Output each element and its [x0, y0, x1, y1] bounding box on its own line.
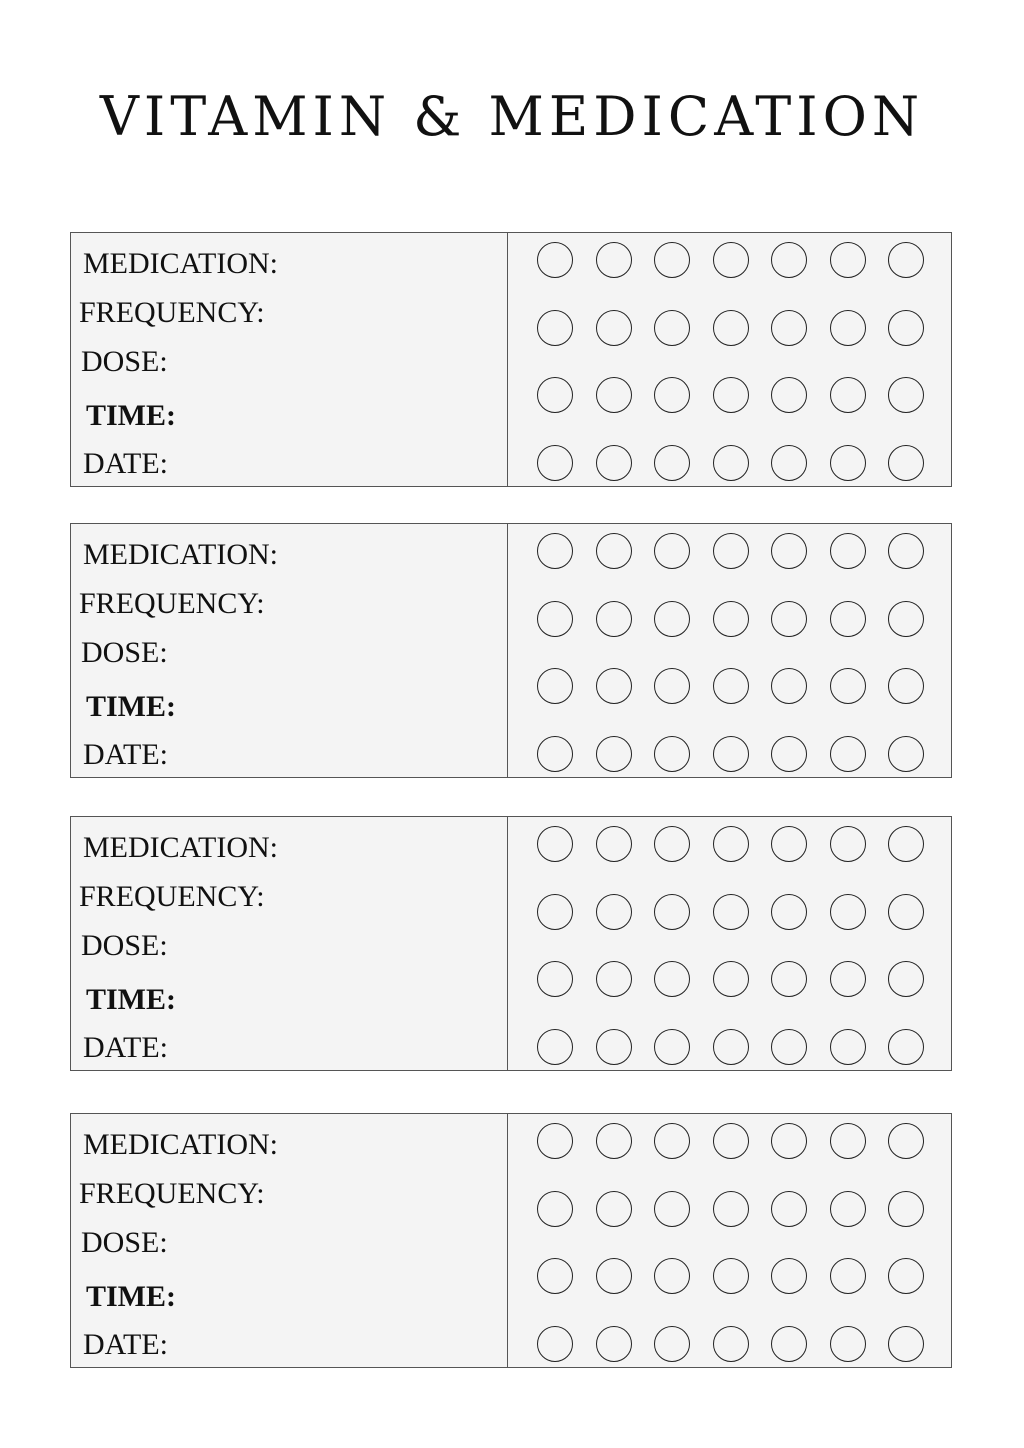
dose-checkbox-grid: [508, 524, 953, 777]
dose-checkbox[interactable]: [596, 377, 632, 413]
dose-checkbox[interactable]: [888, 894, 924, 930]
time-label: TIME:: [86, 399, 176, 432]
dose-checkbox[interactable]: [713, 242, 749, 278]
dose-checkbox[interactable]: [713, 736, 749, 772]
dose-checkbox[interactable]: [713, 894, 749, 930]
dose-checkbox[interactable]: [771, 826, 807, 862]
medication-details: [71, 1114, 508, 1367]
dose-checkbox[interactable]: [654, 533, 690, 569]
dose-checkbox[interactable]: [713, 310, 749, 346]
dose-checkbox[interactable]: [654, 242, 690, 278]
dose-checkbox[interactable]: [654, 1029, 690, 1065]
dose-checkbox[interactable]: [596, 1191, 632, 1227]
dose-checkbox[interactable]: [771, 1258, 807, 1294]
dose-checkbox[interactable]: [537, 445, 573, 481]
dose-checkbox[interactable]: [596, 1029, 632, 1065]
medication-details: [71, 233, 508, 486]
dose-checkbox[interactable]: [654, 668, 690, 704]
dose-checkbox[interactable]: [596, 736, 632, 772]
dose-checkbox[interactable]: [888, 310, 924, 346]
dose-checkbox[interactable]: [713, 1258, 749, 1294]
medication-details: [71, 524, 508, 777]
time-label: TIME:: [86, 983, 176, 1016]
dose-checkbox[interactable]: [537, 242, 573, 278]
dose-checkbox[interactable]: [830, 601, 866, 637]
medication-label: MEDICATION:: [83, 831, 278, 864]
dose-checkbox[interactable]: [654, 601, 690, 637]
dose-checkbox-grid: [508, 817, 953, 1070]
dose-checkbox[interactable]: [713, 445, 749, 481]
dose-checkbox[interactable]: [596, 310, 632, 346]
dose-checkbox[interactable]: [654, 377, 690, 413]
dose-checkbox[interactable]: [537, 1123, 573, 1159]
dose-checkbox[interactable]: [537, 377, 573, 413]
dose-checkbox[interactable]: [888, 736, 924, 772]
dose-checkbox[interactable]: [888, 377, 924, 413]
time-label: TIME:: [86, 690, 176, 723]
dose-checkbox[interactable]: [771, 961, 807, 997]
dose-checkbox[interactable]: [713, 826, 749, 862]
dose-label: DOSE:: [81, 929, 168, 962]
dose-checkbox[interactable]: [771, 668, 807, 704]
time-label: TIME:: [86, 1280, 176, 1313]
dose-checkbox[interactable]: [537, 601, 573, 637]
dose-checkbox[interactable]: [713, 601, 749, 637]
dose-checkbox[interactable]: [713, 668, 749, 704]
dose-checkbox[interactable]: [771, 242, 807, 278]
dose-checkbox[interactable]: [771, 1191, 807, 1227]
dose-checkbox[interactable]: [888, 961, 924, 997]
medication-label: MEDICATION:: [83, 538, 278, 571]
dose-checkbox-grid: [508, 233, 953, 486]
dose-checkbox[interactable]: [888, 1029, 924, 1065]
dose-checkbox[interactable]: [771, 894, 807, 930]
dose-checkbox[interactable]: [537, 668, 573, 704]
dose-label: DOSE:: [81, 636, 168, 669]
dose-checkbox[interactable]: [830, 826, 866, 862]
dose-checkbox[interactable]: [771, 377, 807, 413]
dose-label: DOSE:: [81, 1226, 168, 1259]
dose-checkbox[interactable]: [654, 445, 690, 481]
dose-checkbox[interactable]: [713, 1029, 749, 1065]
dose-label: DOSE:: [81, 345, 168, 378]
dose-checkbox[interactable]: [654, 1123, 690, 1159]
date-label: DATE:: [83, 1328, 168, 1361]
dose-checkbox[interactable]: [830, 961, 866, 997]
dose-checkbox[interactable]: [771, 310, 807, 346]
frequency-label: FREQUENCY:: [79, 587, 265, 620]
dose-checkbox[interactable]: [537, 1029, 573, 1065]
dose-checkbox[interactable]: [771, 1326, 807, 1362]
dose-checkbox[interactable]: [830, 1326, 866, 1362]
dose-checkbox[interactable]: [830, 445, 866, 481]
dose-checkbox[interactable]: [888, 1123, 924, 1159]
dose-checkbox[interactable]: [596, 601, 632, 637]
page-title: VITAMIN & MEDICATION: [99, 85, 925, 148]
dose-checkbox[interactable]: [596, 445, 632, 481]
dose-checkbox[interactable]: [888, 445, 924, 481]
dose-checkbox[interactable]: [537, 533, 573, 569]
dose-checkbox[interactable]: [654, 894, 690, 930]
dose-checkbox[interactable]: [654, 826, 690, 862]
dose-checkbox[interactable]: [596, 1123, 632, 1159]
dose-checkbox[interactable]: [537, 310, 573, 346]
dose-checkbox[interactable]: [771, 736, 807, 772]
dose-checkbox[interactable]: [830, 668, 866, 704]
dose-checkbox[interactable]: [888, 1326, 924, 1362]
dose-checkbox[interactable]: [830, 242, 866, 278]
dose-checkbox[interactable]: [888, 1191, 924, 1227]
medication-card-3: [70, 816, 952, 1071]
dose-checkbox[interactable]: [888, 826, 924, 862]
dose-checkbox[interactable]: [537, 1258, 573, 1294]
dose-checkbox[interactable]: [830, 1191, 866, 1227]
dose-checkbox[interactable]: [537, 961, 573, 997]
dose-checkbox[interactable]: [713, 1123, 749, 1159]
dose-checkbox[interactable]: [771, 601, 807, 637]
dose-checkbox[interactable]: [771, 1029, 807, 1065]
dose-checkbox[interactable]: [830, 310, 866, 346]
dose-checkbox[interactable]: [596, 826, 632, 862]
dose-checkbox[interactable]: [654, 310, 690, 346]
dose-checkbox[interactable]: [596, 1326, 632, 1362]
dose-checkbox[interactable]: [888, 601, 924, 637]
dose-checkbox[interactable]: [830, 894, 866, 930]
dose-checkbox[interactable]: [596, 961, 632, 997]
medication-card-1: [70, 232, 952, 487]
dose-checkbox[interactable]: [713, 1326, 749, 1362]
dose-checkbox[interactable]: [830, 377, 866, 413]
frequency-label: FREQUENCY:: [79, 1177, 265, 1210]
dose-checkbox[interactable]: [771, 1123, 807, 1159]
dose-checkbox[interactable]: [888, 668, 924, 704]
dose-checkbox[interactable]: [830, 1258, 866, 1294]
dose-checkbox[interactable]: [771, 533, 807, 569]
medication-card-2: [70, 523, 952, 778]
dose-checkbox[interactable]: [537, 1191, 573, 1227]
date-label: DATE:: [83, 738, 168, 771]
dose-checkbox[interactable]: [713, 961, 749, 997]
dose-checkbox[interactable]: [830, 1029, 866, 1065]
dose-checkbox[interactable]: [596, 894, 632, 930]
dose-checkbox[interactable]: [771, 445, 807, 481]
medication-details: [71, 817, 508, 1070]
dose-checkbox[interactable]: [654, 736, 690, 772]
dose-checkbox[interactable]: [888, 1258, 924, 1294]
medication-label: MEDICATION:: [83, 247, 278, 280]
dose-checkbox[interactable]: [713, 533, 749, 569]
date-label: DATE:: [83, 447, 168, 480]
dose-checkbox[interactable]: [537, 894, 573, 930]
frequency-label: FREQUENCY:: [79, 296, 265, 329]
date-label: DATE:: [83, 1031, 168, 1064]
medication-label: MEDICATION:: [83, 1128, 278, 1161]
dose-checkbox[interactable]: [654, 1191, 690, 1227]
frequency-label: FREQUENCY:: [79, 880, 265, 913]
dose-checkbox[interactable]: [888, 242, 924, 278]
dose-checkbox[interactable]: [537, 1326, 573, 1362]
dose-checkbox[interactable]: [713, 377, 749, 413]
dose-checkbox[interactable]: [830, 1123, 866, 1159]
dose-checkbox-grid: [508, 1114, 953, 1367]
dose-checkbox[interactable]: [654, 1258, 690, 1294]
dose-checkbox[interactable]: [830, 736, 866, 772]
dose-checkbox[interactable]: [596, 533, 632, 569]
medication-card-4: [70, 1113, 952, 1368]
dose-checkbox[interactable]: [654, 1326, 690, 1362]
dose-checkbox[interactable]: [830, 533, 866, 569]
dose-checkbox[interactable]: [596, 1258, 632, 1294]
dose-checkbox[interactable]: [888, 533, 924, 569]
dose-checkbox[interactable]: [713, 1191, 749, 1227]
dose-checkbox[interactable]: [596, 242, 632, 278]
dose-checkbox[interactable]: [596, 668, 632, 704]
dose-checkbox[interactable]: [654, 961, 690, 997]
dose-checkbox[interactable]: [537, 736, 573, 772]
dose-checkbox[interactable]: [537, 826, 573, 862]
